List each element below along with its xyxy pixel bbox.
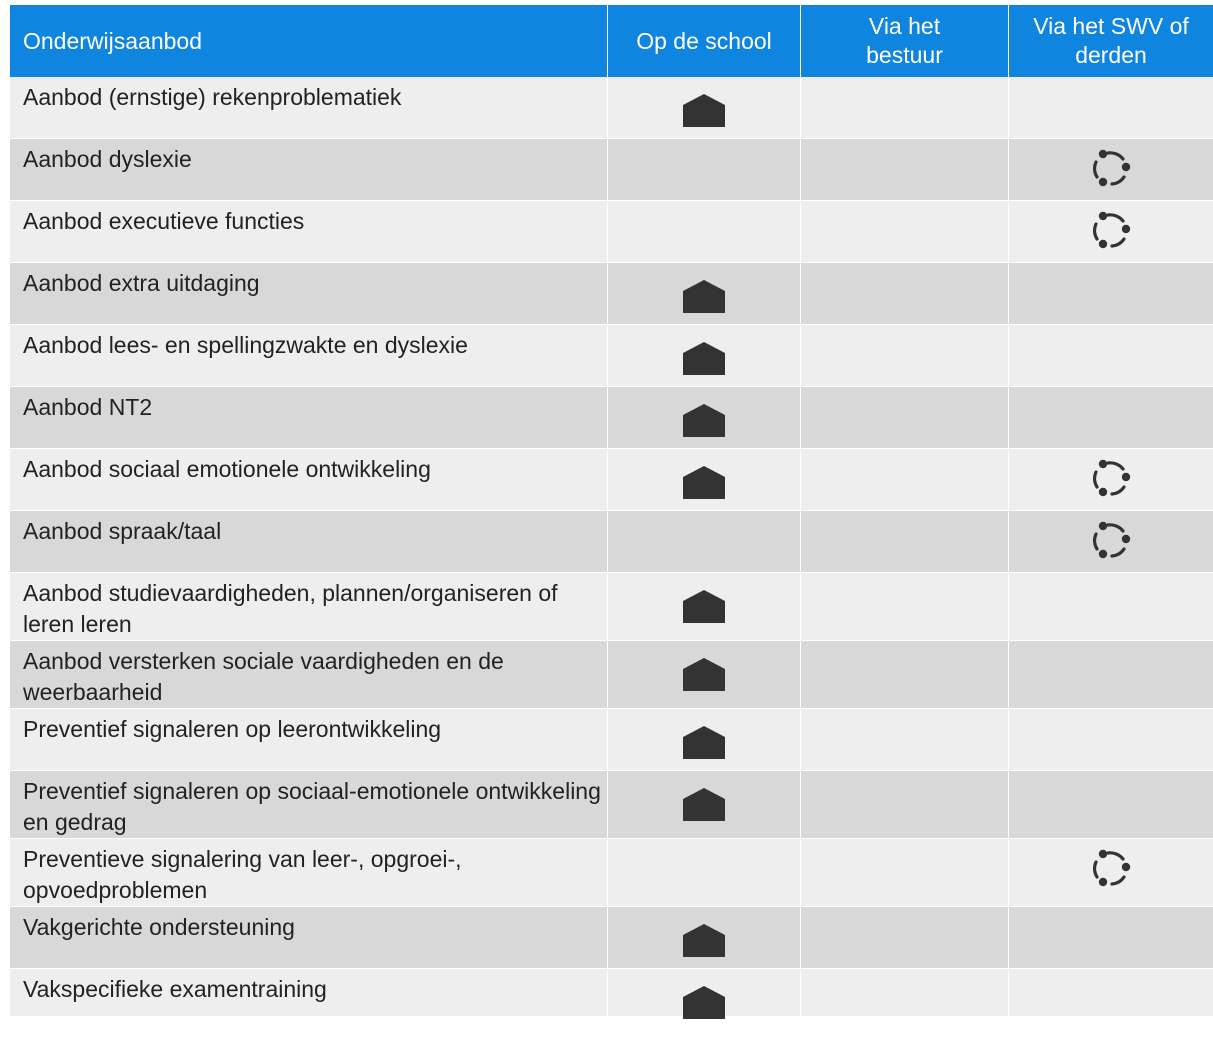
header-via-het-bestuur-label: Via het bestuur xyxy=(866,13,943,68)
cell-op-de-school xyxy=(608,573,801,641)
partners-circle-icon xyxy=(1087,457,1135,499)
cell-op-de-school xyxy=(608,387,801,449)
cell-via-het-swv xyxy=(1009,387,1213,449)
cell-op-de-school xyxy=(608,511,801,573)
cell-via-het-swv xyxy=(1009,449,1213,511)
cell-via-het-bestuur xyxy=(801,325,1009,387)
cell-op-de-school xyxy=(608,77,801,139)
house-icon xyxy=(680,589,728,623)
table-row xyxy=(10,201,1213,263)
house-icon xyxy=(680,985,728,1019)
cell-op-de-school xyxy=(608,969,801,1017)
row-label: Aanbod NT2 xyxy=(10,387,608,449)
header-row xyxy=(10,5,1213,77)
row-label: Preventieve signalering van leer-, opgroei-, opvoedproblemen xyxy=(10,839,608,907)
header-op-de-school: Op de school xyxy=(608,5,801,77)
house-icon xyxy=(680,465,728,499)
row-label: Aanbod studievaardigheden, plannen/organiseren of leren leren xyxy=(10,573,608,641)
cell-op-de-school xyxy=(608,907,801,969)
cell-op-de-school xyxy=(608,201,801,263)
table-row xyxy=(10,77,1213,139)
table-row xyxy=(10,325,1213,387)
table-row xyxy=(10,771,1213,839)
header-via-het-swv-label: Via het SWV of derden xyxy=(1033,13,1189,68)
cell-via-het-swv xyxy=(1009,641,1213,709)
row-label: Aanbod (ernstige) rekenproblematiek xyxy=(10,77,608,139)
cell-via-het-bestuur xyxy=(801,573,1009,641)
row-label: Preventief signaleren op sociaal-emotionele ontwikkeling en gedrag xyxy=(10,771,608,839)
table-row xyxy=(10,573,1213,641)
cell-via-het-swv xyxy=(1009,709,1213,771)
row-label: Aanbod dyslexie xyxy=(10,139,608,201)
house-icon xyxy=(680,403,728,437)
cell-via-het-swv xyxy=(1009,771,1213,839)
cell-via-het-swv xyxy=(1009,511,1213,573)
table-row xyxy=(10,449,1213,511)
cell-via-het-bestuur xyxy=(801,709,1009,771)
row-label: Aanbod sociaal emotionele ontwikkeling xyxy=(10,449,608,511)
cell-via-het-bestuur xyxy=(801,387,1009,449)
cell-via-het-bestuur xyxy=(801,511,1009,573)
onderwijsaanbod-table xyxy=(10,5,1213,1017)
cell-via-het-bestuur xyxy=(801,201,1009,263)
house-icon xyxy=(680,657,728,691)
cell-via-het-swv xyxy=(1009,839,1213,907)
cell-via-het-swv xyxy=(1009,969,1213,1017)
house-icon xyxy=(680,341,728,375)
table-row xyxy=(10,907,1213,969)
cell-op-de-school xyxy=(608,641,801,709)
row-label: Vakgerichte ondersteuning xyxy=(10,907,608,969)
cell-op-de-school xyxy=(608,263,801,325)
cell-via-het-bestuur xyxy=(801,77,1009,139)
cell-op-de-school xyxy=(608,771,801,839)
cell-via-het-bestuur xyxy=(801,449,1009,511)
cell-via-het-bestuur xyxy=(801,263,1009,325)
cell-op-de-school xyxy=(608,709,801,771)
table-row xyxy=(10,387,1213,449)
partners-circle-icon xyxy=(1087,209,1135,251)
cell-via-het-bestuur xyxy=(801,771,1009,839)
house-icon xyxy=(680,923,728,957)
header-via-het-swv xyxy=(1009,5,1213,77)
house-icon xyxy=(680,787,728,821)
row-label: Aanbod executieve functies xyxy=(10,201,608,263)
row-label: Aanbod spraak/taal xyxy=(10,511,608,573)
table-row xyxy=(10,969,1213,1017)
table-row xyxy=(10,839,1213,907)
cell-via-het-bestuur xyxy=(801,839,1009,907)
header-via-het-bestuur xyxy=(801,5,1009,77)
partners-circle-icon xyxy=(1087,147,1135,189)
cell-via-het-bestuur xyxy=(801,641,1009,709)
cell-via-het-bestuur xyxy=(801,139,1009,201)
table-row xyxy=(10,709,1213,771)
table-row xyxy=(10,263,1213,325)
house-icon xyxy=(680,93,728,127)
house-icon xyxy=(680,279,728,313)
row-label: Aanbod versterken sociale vaardigheden en de weerbaarheid xyxy=(10,641,608,709)
row-label: Vakspecifieke examentraining xyxy=(10,969,608,1017)
cell-via-het-swv xyxy=(1009,325,1213,387)
cell-via-het-swv xyxy=(1009,77,1213,139)
partners-circle-icon xyxy=(1087,847,1135,889)
table-row xyxy=(10,139,1213,201)
cell-via-het-swv xyxy=(1009,907,1213,969)
cell-via-het-swv xyxy=(1009,139,1213,201)
header-onderwijsaanbod: Onderwijsaanbod xyxy=(10,5,608,77)
cell-via-het-swv xyxy=(1009,573,1213,641)
cell-op-de-school xyxy=(608,325,801,387)
row-label: Preventief signaleren op leerontwikkeling xyxy=(10,709,608,771)
row-label: Aanbod lees- en spellingzwakte en dyslexie xyxy=(10,325,608,387)
cell-via-het-bestuur xyxy=(801,907,1009,969)
cell-op-de-school xyxy=(608,839,801,907)
cell-via-het-bestuur xyxy=(801,969,1009,1017)
partners-circle-icon xyxy=(1087,519,1135,561)
table-row xyxy=(10,511,1213,573)
house-icon xyxy=(680,725,728,759)
cell-op-de-school xyxy=(608,449,801,511)
cell-via-het-swv xyxy=(1009,263,1213,325)
cell-via-het-swv xyxy=(1009,201,1213,263)
cell-op-de-school xyxy=(608,139,801,201)
row-label: Aanbod extra uitdaging xyxy=(10,263,608,325)
table-row xyxy=(10,641,1213,709)
